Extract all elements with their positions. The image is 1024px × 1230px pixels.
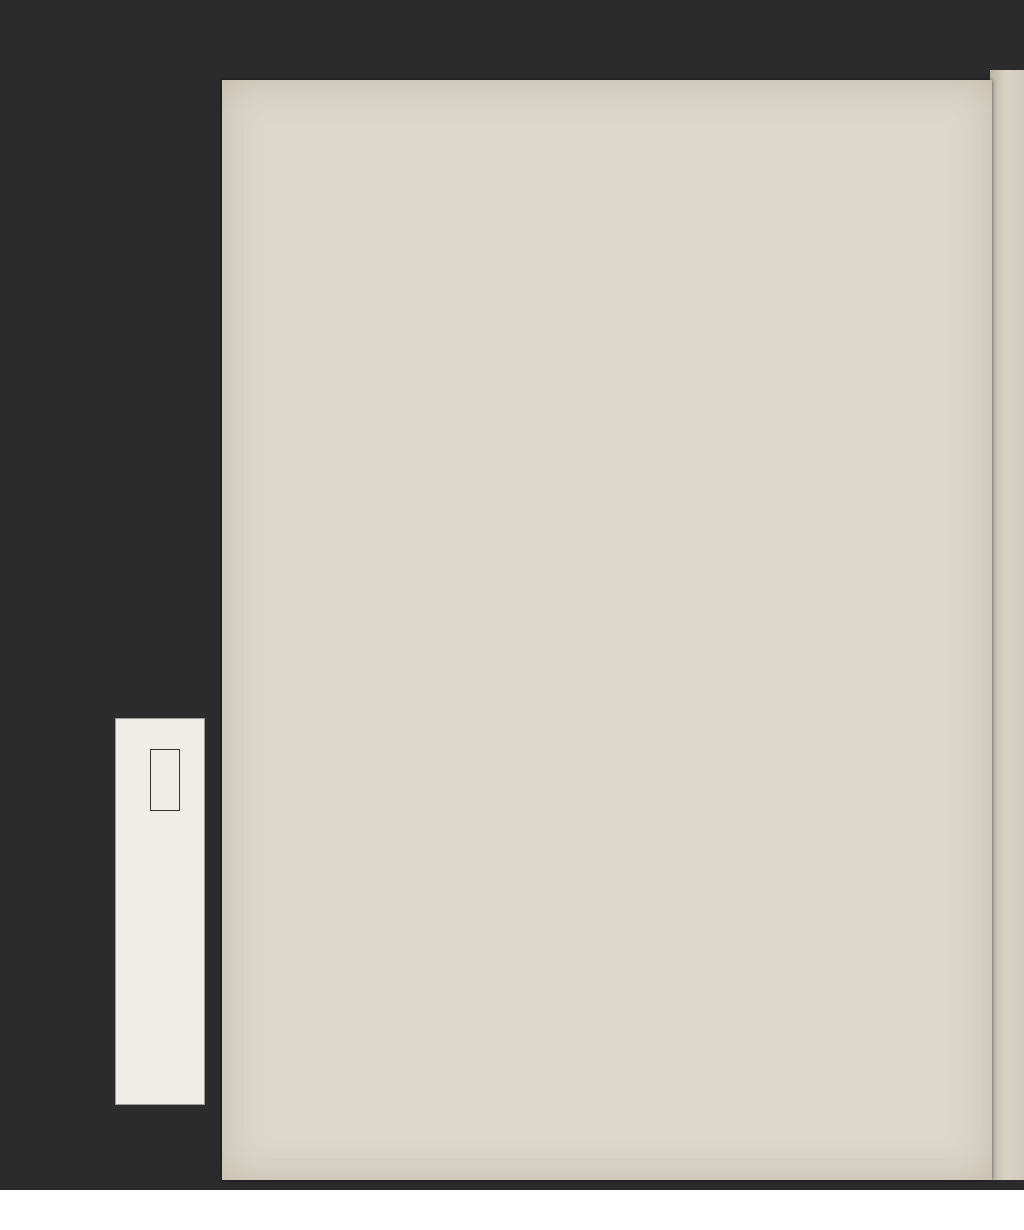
- library-name: [118, 719, 150, 1104]
- book-page: [222, 80, 992, 1180]
- gray-scale-label: [150, 817, 174, 907]
- facing-page-edge: [990, 70, 1024, 1180]
- centimeter-ruler: [152, 901, 204, 1091]
- gray-scale-swatches: [150, 749, 180, 811]
- footer-bar: [0, 1190, 1024, 1230]
- color-scale-card: [115, 718, 205, 1105]
- hab-logo-icon: [10, 1196, 46, 1224]
